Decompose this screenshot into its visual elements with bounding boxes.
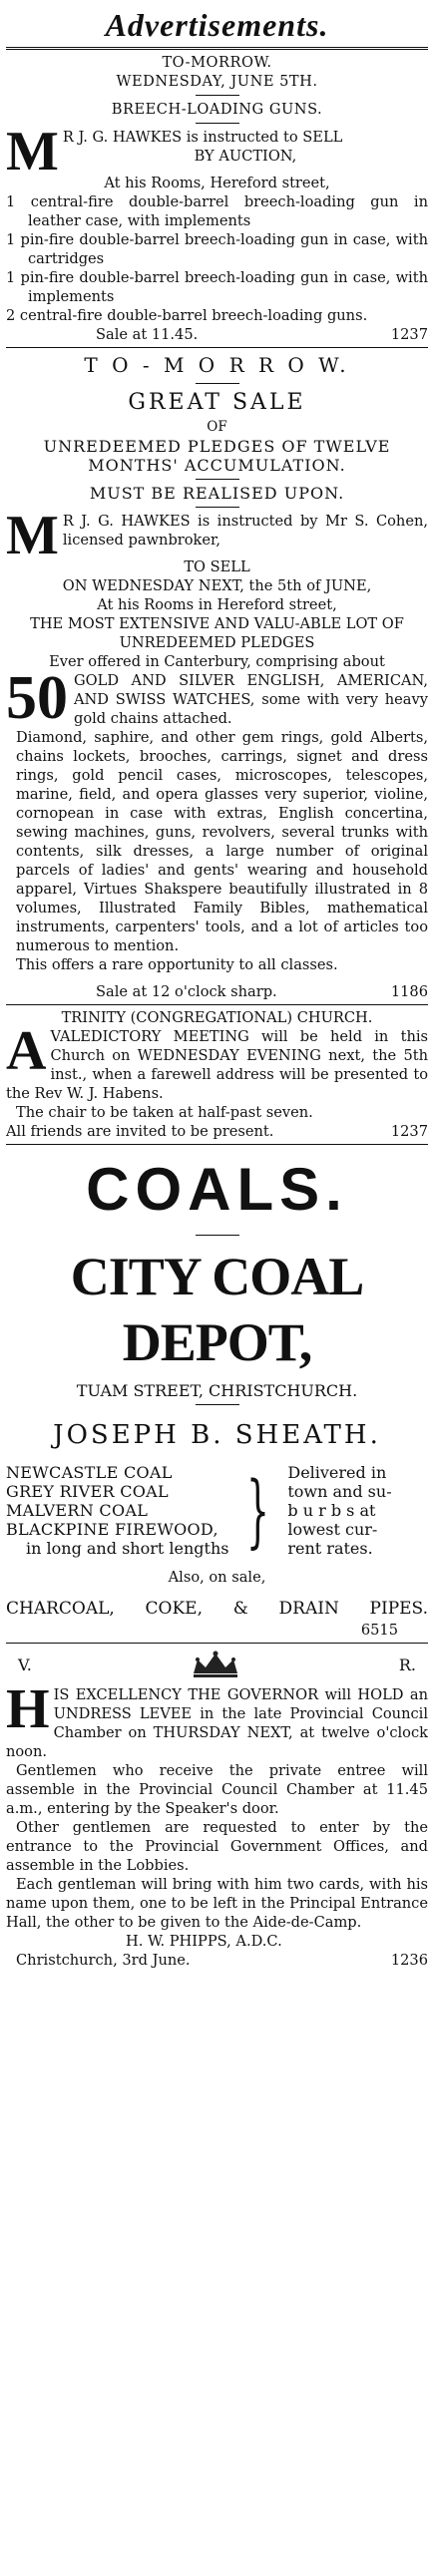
- ad1-item-3: 1 pin-fire double-barrel breech-loading gun in case, with implements: [6, 269, 428, 305]
- ad4-coal-3: MALVERN COAL: [6, 1501, 149, 1520]
- ad2-body-3: ON WEDNESDAY NEXT, the 5th of JUNE,: [62, 577, 372, 594]
- ad1-line1: TO-MORROW.: [162, 54, 272, 71]
- divider-3: [6, 1144, 428, 1145]
- ad2-body-2: TO SELL: [184, 558, 250, 575]
- ad4-also: Also, on sale,: [168, 1569, 266, 1586]
- ad4-rate-3: b u r b s at: [287, 1501, 376, 1520]
- crown-icon: [186, 1650, 245, 1679]
- ad2-list: Diamond, saphire, and other gem rings, gold Alberts, chains lockets, brooches, carrings, signet and dress rings, gold pencil cases, microscopes, telescopes, marine, field, and opera glasses very superior, violine, cornopean in case with extras, English concertina, sewing machines, guns, revolvers, several trunks with contents, silk dresses, a large number of original parcels of ladies' and gents' wearing and household apparel, Virtues Shakspere beautifully illustrated in 8 volumes, Illustrated Family Bibles, mathematical instruments, carpenters' tools, and a lot of articles too numerous to mention.: [16, 729, 428, 954]
- ad2-body-1: R J. G. HAWKES is instructed by Mr S. Cohen, licensed pawnbroker,: [62, 513, 428, 549]
- ad3-friends: All friends are invited to be present.: [6, 1123, 274, 1140]
- ad2-sale: Sale at 12 o'clock sharp.: [96, 983, 277, 1000]
- ad5-body: IS EXCELLENCY THE GOVERNOR will HOLD an UNDRESS LEVEE in the late Provincial Council Chamber on THURSDAY NEXT, at twelve o'clock noon.: [6, 1686, 428, 1760]
- ad2-body-7: Ever offered in Canterbury, comprising about: [49, 653, 385, 670]
- ad1-rule-2: [196, 123, 239, 124]
- ad1-item-1: 1 central-fire double-barrel breech-loading gun in leather case, with implements: [6, 193, 428, 229]
- ad5-dropcap: H: [6, 1678, 50, 1740]
- ad5-ref: 1236: [390, 1952, 428, 1969]
- ad2-opportunity: This offers a rare opportunity to all classes.: [16, 956, 338, 973]
- ad5-p3: Other gentlemen are requested to enter by the entrance to the Provincial Government Offices, and assemble in the Lobbies.: [6, 1819, 428, 1874]
- ad4-rule-2: [196, 1404, 239, 1405]
- ad4-street: TUAM STREET, CHRISTCHURCH.: [76, 1381, 358, 1400]
- ad2-ref: 1186: [390, 983, 428, 1000]
- ad4-coals: COALS.: [86, 1156, 348, 1223]
- ad5-p2: Gentlemen who receive the private entree will assemble in the Provincial Council Chamber at 11.45 a.m., entering by the Speaker's door.: [6, 1762, 428, 1817]
- ad4-ref: 6515: [360, 1622, 398, 1639]
- ad3-ref: 1237: [390, 1123, 428, 1140]
- ad1-ref: 1237: [390, 326, 428, 343]
- ad2-line3: OF: [207, 419, 227, 435]
- ad4-coal-5: in long and short lengths: [26, 1539, 229, 1558]
- ad3-body: VALEDICTORY MEETING will be held in this Church on WEDNESDAY EVENING next, the 5th inst., when a farewell address will be presented to the Rev W. J. Habens.: [6, 1028, 428, 1102]
- ad-trinity-church: [6, 1008, 428, 1141]
- ad1-item-4: 2 central-fire double-barrel breech-loading guns.: [6, 307, 368, 324]
- ad5-signer: H. W. PHIPPS, A.D.C.: [126, 1933, 282, 1950]
- ad5-p4: Each gentleman will bring with him two cards, with his name upon them, one to be left in the Principal Entrance Hall, the other to be given to the Aide-de-Camp.: [6, 1876, 428, 1931]
- divider-4: [6, 1643, 428, 1644]
- ad4-coal-2: GREY RIVER COAL: [6, 1482, 169, 1501]
- ad4-pipes-5: PIPES.: [369, 1599, 428, 1619]
- ad2-line6: MUST BE REALISED UPON.: [89, 484, 345, 503]
- ad1-item-2: 1 pin-fire double-barrel breech-loading gun in case, with cartridges: [6, 231, 428, 267]
- ad2-rule: [196, 383, 239, 384]
- ad2-dropcap: M: [6, 505, 59, 566]
- ad2-body-6: UNREDEEMED PLEDGES: [119, 634, 315, 651]
- ad-levee: [6, 1650, 428, 1970]
- ad1-intro-3: At his Rooms, Hereford street,: [104, 175, 330, 191]
- ad3-heading: TRINITY (CONGREGATIONAL) CHURCH.: [61, 1009, 373, 1026]
- brace-icon: }: [246, 1463, 270, 1557]
- ad4-depot: CITY COAL DEPOT,: [70, 1247, 364, 1372]
- divider-2: [6, 1004, 428, 1005]
- ad1-rule: [196, 95, 239, 96]
- ad2-line5: MONTHS' ACCUMULATION.: [88, 456, 346, 475]
- ad-breech-loading-guns: [6, 53, 428, 344]
- ad4-rate-2: town and su-: [287, 1482, 392, 1501]
- ad3-dropcap: A: [6, 1020, 47, 1082]
- ad2-line2: GREAT SALE: [128, 390, 306, 415]
- ad4-pipes-1: CHARCOAL,: [6, 1599, 115, 1619]
- ad4-rate-5: rent rates.: [287, 1539, 373, 1558]
- ad3-chair: The chair to be taken at half-past seven.: [16, 1104, 313, 1121]
- masthead: Advertisements.: [105, 7, 329, 43]
- ad-city-coal-depot: [6, 1151, 428, 1640]
- ad5-crest-left: V.: [18, 1655, 32, 1674]
- ad1-line2: WEDNESDAY, JUNE 5TH.: [116, 73, 318, 90]
- divider-1: [6, 347, 428, 348]
- ad4-rates: [287, 1463, 428, 1558]
- ad1-sale: Sale at 11.45.: [96, 326, 199, 343]
- ad4-pipes-3: &: [232, 1599, 248, 1619]
- ad4-coal-table: [6, 1463, 428, 1558]
- ad1-intro-1: R J. G. HAWKES is instructed to SELL: [62, 129, 343, 146]
- ad2-line1: T O - M O R R O W.: [84, 353, 350, 377]
- ad4-name: JOSEPH B. SHEATH.: [53, 1420, 381, 1450]
- ad2-rule-3: [196, 507, 239, 508]
- ad2-rule-2: [196, 479, 239, 480]
- ad4-pipes: [6, 1597, 428, 1621]
- ad4-rule: [196, 1235, 239, 1236]
- ad4-pipes-4: DRAIN: [278, 1599, 339, 1619]
- ad5-place: Christchurch, 3rd June.: [16, 1952, 191, 1969]
- ad1-intro-2: BY AUCTION,: [194, 148, 297, 165]
- ad4-coal-4: BLACKPINE FIREWOOD,: [6, 1520, 218, 1539]
- ad2-line4: UNREDEEMED PLEDGES OF TWELVE: [43, 437, 391, 456]
- ad2-body-4: At his Rooms in Hereford street,: [97, 596, 337, 613]
- ad2-body-5: THE MOST EXTENSIVE AND VALU-ABLE LOT OF: [30, 615, 404, 632]
- ad4-rate-1: Delivered in: [287, 1463, 387, 1482]
- ad-great-sale: [6, 351, 428, 1001]
- ad5-crest-right: R.: [398, 1655, 416, 1674]
- ad1-dropcap: M: [6, 121, 59, 183]
- masthead-rule: [6, 47, 428, 50]
- ad4-coal-1: NEWCASTLE COAL: [6, 1463, 173, 1482]
- ad4-rate-4: lowest cur-: [287, 1520, 378, 1539]
- ad1-heading: BREECH-LOADING GUNS.: [111, 101, 323, 118]
- ad2-fifty-text: GOLD AND SILVER ENGLISH, AMERICAN, AND SWISS WATCHES, some with very heavy gold chains attached.: [74, 672, 428, 727]
- ad4-coal-list: [6, 1463, 228, 1558]
- ad4-pipes-2: COKE,: [145, 1599, 203, 1619]
- ad5-crest: [18, 1650, 416, 1679]
- ad2-fifty: 50: [6, 664, 68, 732]
